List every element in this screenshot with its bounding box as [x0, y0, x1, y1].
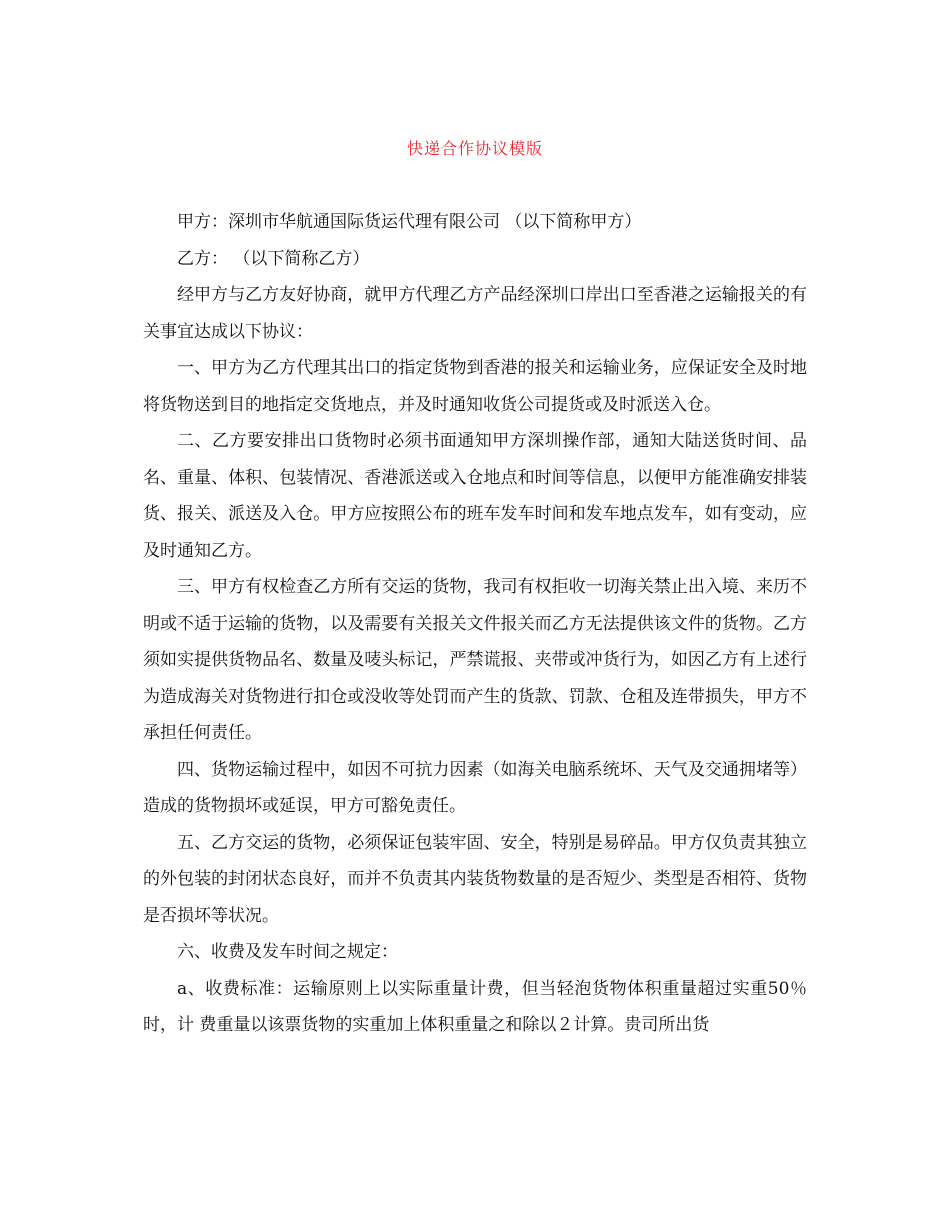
party-a-line: 甲方：深圳市华航通国际货运代理有限公司 （以下简称甲方） — [177, 212, 642, 232]
preamble-paragraph: 经甲方与乙方友好协商，就甲方代理乙方产品经深圳口岸出口至香港之运输报关的有关事宜达成以下协议： — [143, 285, 807, 342]
clause-2-paragraph: 二、乙方要安排出口货物时必须书面通知甲方深圳操作部，通知大陆送货时间、品名、重量、体积、包装情况、香港派送或入仓地点和时间等信息，以便甲方能准确安排装货、报关、派送及入仓。甲方应按照公布的班车发车时间和发车地点发车，如有变动，应及时通知乙方。 — [143, 431, 807, 561]
document-title: 快递合作协议模版 — [406, 139, 543, 158]
clause-6-heading: 六、收费及发车时间之规定： — [177, 942, 398, 962]
clause-3-paragraph: 三、甲方有权检查乙方所有交运的货物，我司有权拒收一切海关禁止出入境、来历不明或不适于运输的货物，以及需要有关报关文件报关而乙方无法提供该文件的货物。乙方须如实提供货物品名、数量及唛头标记，严禁谎报、夹带或冲货行为，如因乙方有上述行为造成海关对货物进行扣仓或没收等处罚而产生的货款、罚款、仓租及连带损失，甲方不承担任何责任。 — [143, 577, 807, 743]
clause-6a-paragraph: a、收费标准：运输原则上以实际重量计费，但当轻泡货物体积重量超过实重50％时，计 费重量以该票货物的实重加上体积重量之和除以２计算。贵司所出货 — [143, 978, 807, 1035]
party-b-line: 乙方： （以下简称乙方） — [177, 248, 370, 269]
clause-1-paragraph: 一、甲方为乙方代理其出口的指定货物到香港的报关和运输业务，应保证安全及时地将货物送到目的地指定交货地点，并及时通知收货公司提货或及时派送入仓。 — [143, 358, 807, 415]
clause-5-paragraph: 五、乙方交运的货物，必须保证包装牢固、安全，特别是易碎品。甲方仅负责其独立的外包装的封闭状态良好，而并不负责其内装货物数量的是否短少、类型是否相符、货物是否损坏等状况。 — [143, 832, 807, 926]
document-body — [143, 204, 807, 1044]
clause-4-paragraph: 四、货物运输过程中，如因不可抗力因素（如海关电脑系统坏、天气及交通拥堵等）造成的货物损坏或延误，甲方可豁免责任。 — [143, 759, 807, 816]
